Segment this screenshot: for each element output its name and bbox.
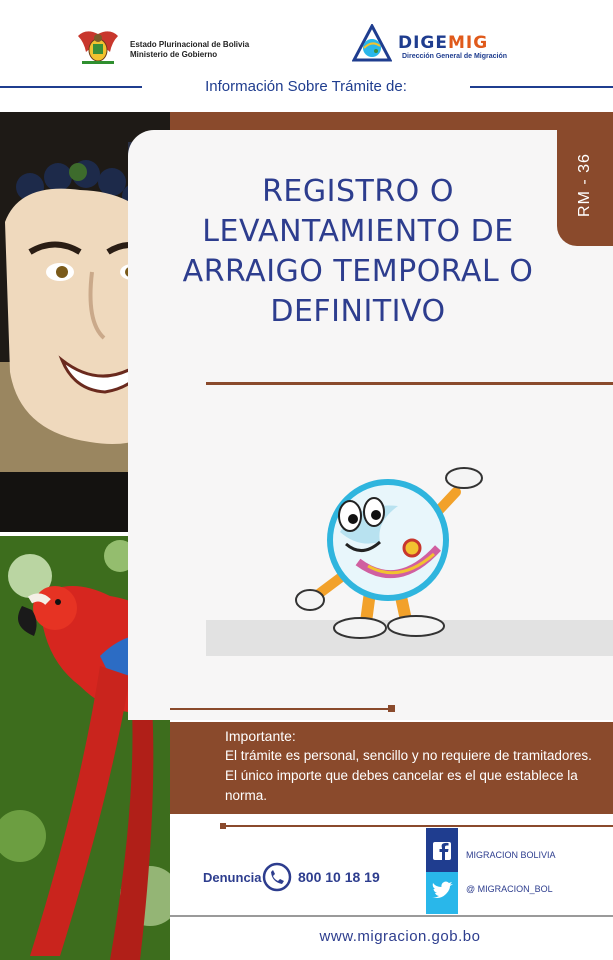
twitter-icon[interactable] [426,872,458,914]
title-divider [206,382,613,385]
rm-code: RM - 36 [576,153,593,217]
heading-rule-right [470,86,613,88]
important-connector-dot [388,705,395,712]
facebook-icon[interactable] [426,828,458,872]
brand-part-2: MIG [448,33,489,53]
website-link[interactable]: www.migracion.gob.bo [319,928,481,945]
footer-connector-line [226,825,613,827]
footer-divider [170,915,613,917]
digemig-brand [398,33,488,53]
phone-number[interactable]: 800 10 18 19 [298,869,380,885]
important-connector-line [170,708,392,710]
government-name [130,40,249,60]
important-text: El trámite es personal, sencillo y no requiere de tramitadores. El único importe que debes cancelar es el que establece la norma. [225,748,592,803]
denuncia-label: Denuncia [203,870,262,885]
digemig-globe-icon [352,24,392,64]
twitter-label[interactable]: @ MIGRACION_BOL [466,884,553,894]
brand-part-1: DIGE [398,33,449,53]
bolivia-coat-of-arms-icon [76,28,120,68]
important-title: Importante: [225,728,296,744]
globe-mascot-illustration [288,462,488,642]
brand-subtitle: Dirección General de Migración [402,53,508,60]
procedure-title: REGISTRO O LEVANTAMIENTO DE ARRAIGO TEMPORAL O DEFINITIVO [182,174,534,329]
gov-ministry-line: Ministerio de Gobierno [130,50,218,59]
facebook-label[interactable]: MIGRACION BOLIVIA [466,850,556,860]
phone-icon [262,862,292,892]
top-brown-band [170,112,613,132]
info-heading: Información Sobre Trámite de: [205,78,407,95]
gov-name-line: Estado Plurinacional de Bolivia [130,40,250,49]
heading-rule-left [0,86,142,88]
